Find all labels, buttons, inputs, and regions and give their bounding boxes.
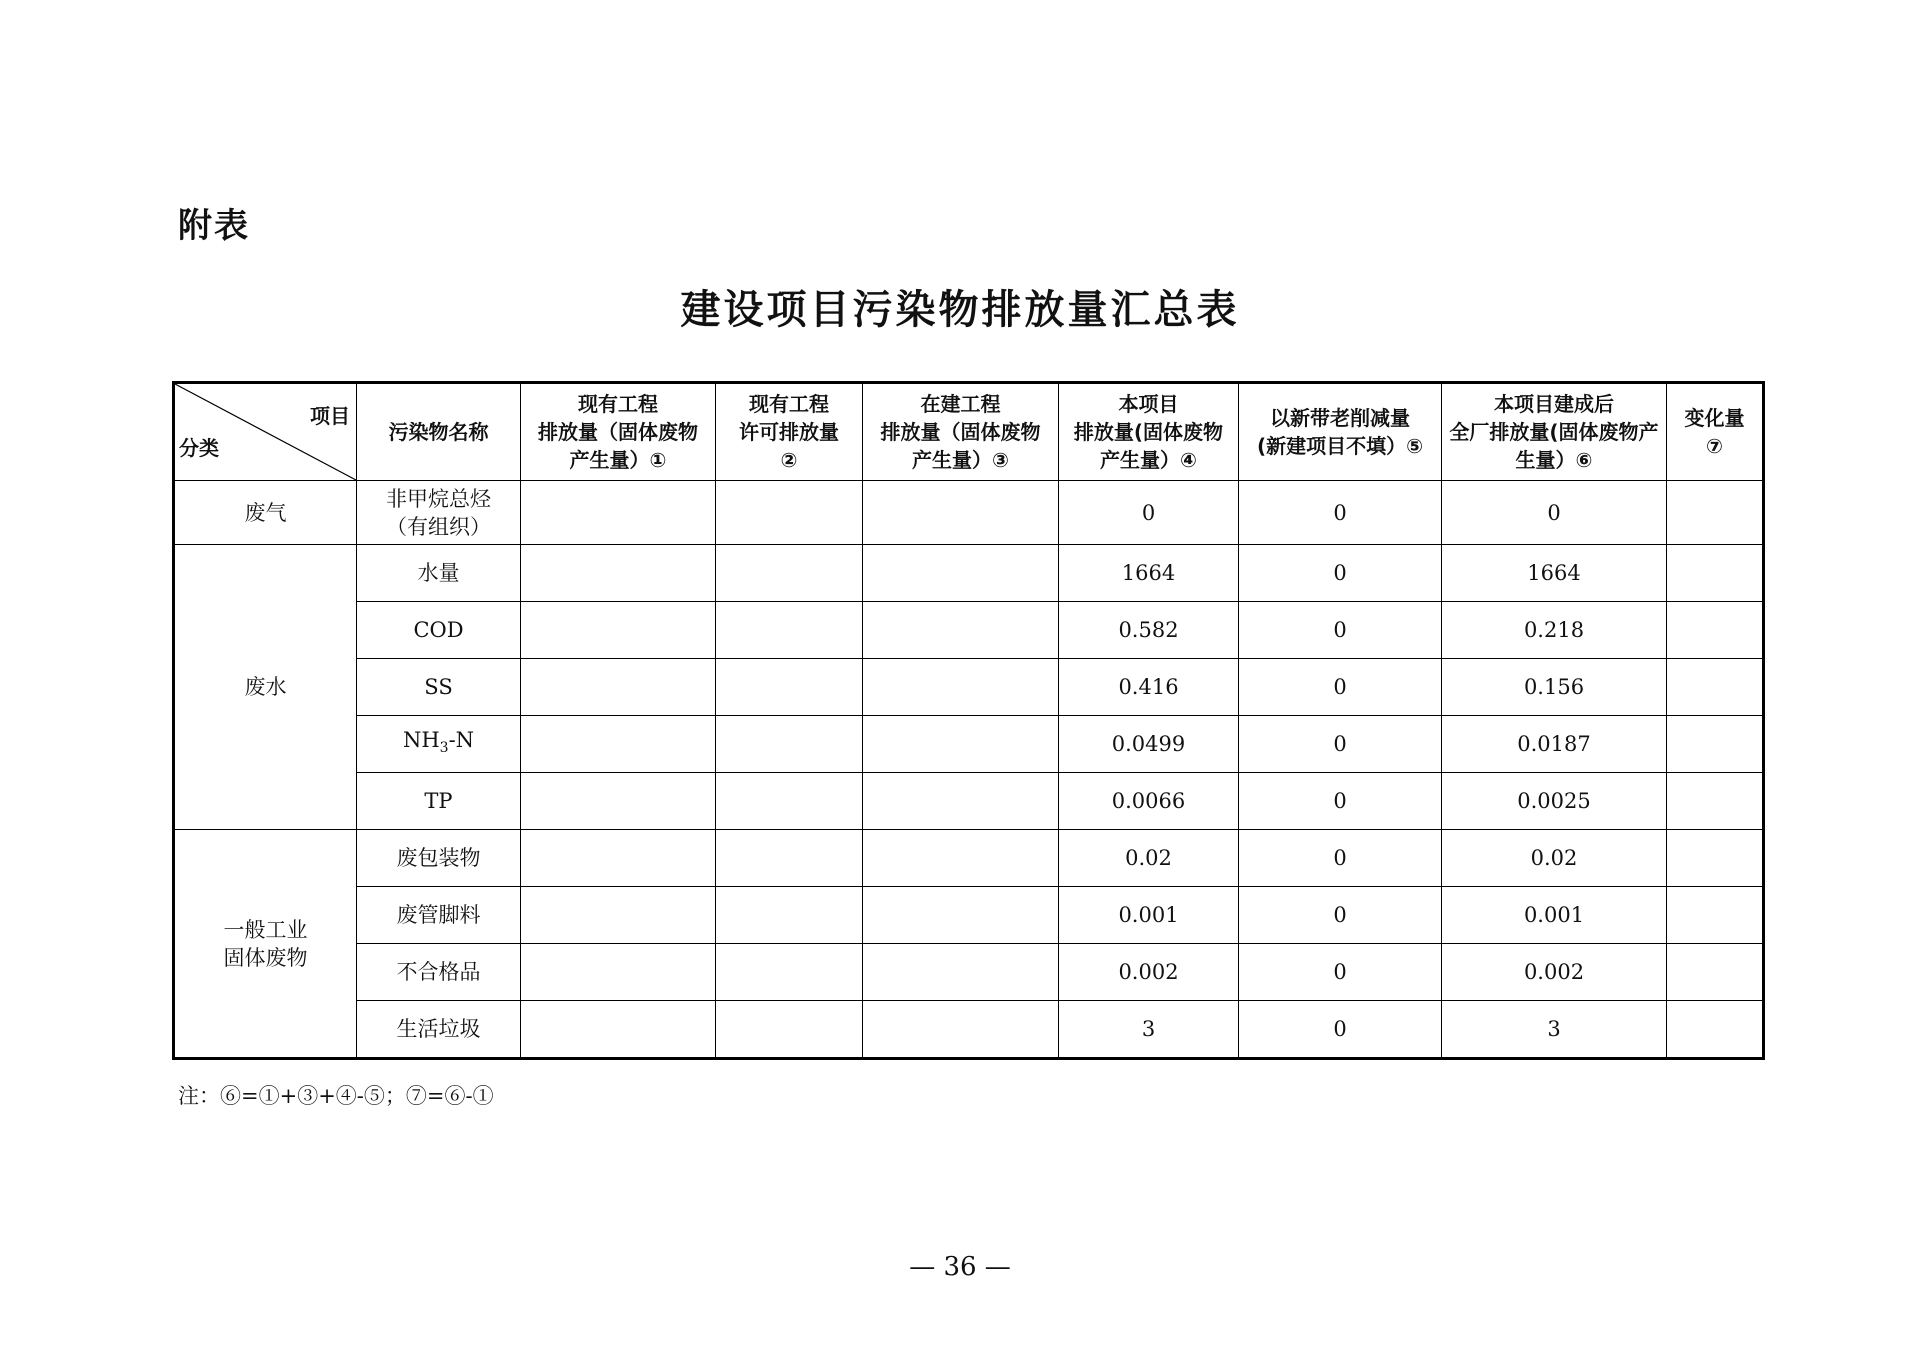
pollutant-name: TP	[357, 773, 521, 830]
permitted-value	[716, 944, 863, 1001]
pollutant-name-subscript: 3	[439, 740, 449, 757]
change-value	[1667, 773, 1764, 830]
existing-value	[521, 481, 716, 545]
table-row	[174, 773, 1764, 830]
header-under-construction	[863, 383, 1059, 481]
page-number: — 36 —	[909, 1252, 1011, 1282]
header-text: ⑦	[1706, 434, 1723, 458]
header-text: 变化量	[1684, 406, 1745, 430]
change-value	[1667, 545, 1764, 602]
this-project-value: 0.0066	[1059, 773, 1239, 830]
header-text: 以新带老削减量	[1270, 406, 1410, 430]
header-text: ②	[780, 448, 798, 472]
pollutant-name-part: -N	[448, 727, 475, 752]
header-text: 现有工程	[749, 392, 829, 416]
this-project-value: 0	[1059, 481, 1239, 545]
after-completion-value: 0.002	[1442, 944, 1667, 1001]
reduction-value: 0	[1239, 887, 1442, 944]
existing-value	[521, 602, 716, 659]
permitted-value	[716, 659, 863, 716]
under-construction-value	[863, 830, 1059, 887]
reduction-value: 0	[1239, 481, 1442, 545]
header-this-project	[1059, 383, 1239, 481]
change-value	[1667, 944, 1764, 1001]
table-row	[174, 830, 1764, 887]
header-reduction	[1239, 383, 1442, 481]
header-after-completion	[1442, 383, 1667, 481]
change-value	[1667, 659, 1764, 716]
header-text: 产生量）①	[569, 448, 667, 472]
change-value	[1667, 830, 1764, 887]
pollutant-name-line: 非甲烷总烃	[386, 486, 491, 511]
after-completion-value: 0.0187	[1442, 716, 1667, 773]
under-construction-value	[863, 773, 1059, 830]
under-construction-value	[863, 887, 1059, 944]
after-completion-value: 0.0025	[1442, 773, 1667, 830]
table-row	[174, 602, 1764, 659]
header-text: 排放量（固体废物	[538, 420, 698, 444]
existing-value	[521, 830, 716, 887]
table-row	[174, 481, 1764, 545]
corner-label-category: 分类	[179, 436, 219, 460]
after-completion-value: 0	[1442, 481, 1667, 545]
reduction-value: 0	[1239, 602, 1442, 659]
table-row	[174, 887, 1764, 944]
after-completion-value: 1664	[1442, 545, 1667, 602]
permitted-value	[716, 1001, 863, 1059]
after-completion-value: 0.02	[1442, 830, 1667, 887]
category-waste-water: 废水	[174, 545, 357, 830]
change-value	[1667, 481, 1764, 545]
header-text: 许可排放量	[739, 420, 839, 444]
header-text: 污染物名称	[388, 420, 489, 444]
this-project-value: 0.02	[1059, 830, 1239, 887]
header-text: 生量）⑥	[1515, 448, 1593, 472]
change-value	[1667, 716, 1764, 773]
corner-label-item: 项目	[310, 404, 350, 428]
pollutant-name: 水量	[357, 545, 521, 602]
existing-value	[521, 1001, 716, 1059]
pollutant-name: 生活垃圾	[357, 1001, 521, 1059]
after-completion-value: 0.156	[1442, 659, 1667, 716]
permitted-value	[716, 773, 863, 830]
reduction-value: 0	[1239, 716, 1442, 773]
existing-value	[521, 659, 716, 716]
diagonal-line	[175, 384, 356, 480]
under-construction-value	[863, 944, 1059, 1001]
change-value	[1667, 602, 1764, 659]
under-construction-value	[863, 659, 1059, 716]
header-row	[174, 383, 1764, 481]
permitted-value	[716, 602, 863, 659]
pollutant-name: COD	[357, 602, 521, 659]
corner-diagonal-cell	[174, 383, 357, 481]
permitted-value	[716, 545, 863, 602]
pollutant-name: 不合格品	[357, 944, 521, 1001]
pollutant-name	[357, 716, 521, 773]
existing-value	[521, 545, 716, 602]
header-text: 全厂排放量(固体废物产	[1449, 420, 1659, 444]
this-project-value: 0.416	[1059, 659, 1239, 716]
after-completion-value: 0.001	[1442, 887, 1667, 944]
change-value	[1667, 1001, 1764, 1059]
table-title: 建设项目污染物排放量汇总表	[680, 287, 1240, 333]
existing-value	[521, 887, 716, 944]
this-project-value: 0.582	[1059, 602, 1239, 659]
this-project-value: 3	[1059, 1001, 1239, 1059]
existing-value	[521, 716, 716, 773]
reduction-value: 0	[1239, 773, 1442, 830]
pollutant-name	[357, 481, 521, 545]
header-text: 产生量）④	[1100, 448, 1197, 472]
header-change	[1667, 383, 1764, 481]
this-project-value: 0.001	[1059, 887, 1239, 944]
category-solid-waste	[174, 830, 357, 1059]
table-row	[174, 944, 1764, 1001]
reduction-value: 0	[1239, 659, 1442, 716]
category-waste-gas: 废气	[174, 481, 357, 545]
under-construction-value	[863, 1001, 1059, 1059]
pollutant-name-part: NH	[402, 727, 440, 752]
reduction-value: 0	[1239, 830, 1442, 887]
under-construction-value	[863, 481, 1059, 545]
this-project-value: 0.002	[1059, 944, 1239, 1001]
table-row	[174, 1001, 1764, 1059]
pollutant-name: 废包装物	[357, 830, 521, 887]
header-text: 排放量(固体废物	[1073, 420, 1224, 444]
table-row	[174, 545, 1764, 602]
under-construction-value	[863, 545, 1059, 602]
reduction-value: 0	[1239, 1001, 1442, 1059]
under-construction-value	[863, 716, 1059, 773]
header-text: 产生量）③	[912, 448, 1009, 472]
change-value	[1667, 887, 1764, 944]
permitted-value	[716, 481, 863, 545]
permitted-value	[716, 830, 863, 887]
permitted-value	[716, 887, 863, 944]
pollutant-name: SS	[357, 659, 521, 716]
category-line: 固体废物	[223, 945, 308, 970]
after-completion-value: 3	[1442, 1001, 1667, 1059]
under-construction-value	[863, 602, 1059, 659]
header-text: 本项目建成后	[1494, 392, 1614, 416]
header-pollutant-name	[357, 383, 521, 481]
table-note: 注：⑥=①+③+④-⑤；⑦=⑥-①	[178, 1084, 494, 1108]
permitted-value	[716, 716, 863, 773]
header-text: 现有工程	[578, 392, 658, 416]
header-text: 在建工程	[920, 392, 1001, 416]
reduction-value: 0	[1239, 944, 1442, 1001]
pollutant-name-line: （有组织）	[386, 514, 491, 539]
table-row	[174, 716, 1764, 773]
pollutant-name: 废管脚料	[357, 887, 521, 944]
category-line: 一般工业	[223, 917, 308, 942]
table-row	[174, 659, 1764, 716]
reduction-value: 0	[1239, 545, 1442, 602]
this-project-value: 0.0499	[1059, 716, 1239, 773]
after-completion-value: 0.218	[1442, 602, 1667, 659]
header-text: (新建项目不填）⑤	[1256, 434, 1424, 458]
header-text: 排放量（固体废物	[880, 420, 1041, 444]
existing-value	[521, 773, 716, 830]
appendix-label: 附表	[178, 206, 250, 246]
existing-value	[521, 944, 716, 1001]
header-permitted-emission	[716, 383, 863, 481]
header-existing-emission	[521, 383, 716, 481]
header-text: 本项目	[1118, 392, 1179, 416]
this-project-value: 1664	[1059, 545, 1239, 602]
emissions-summary-table	[172, 381, 1765, 1060]
